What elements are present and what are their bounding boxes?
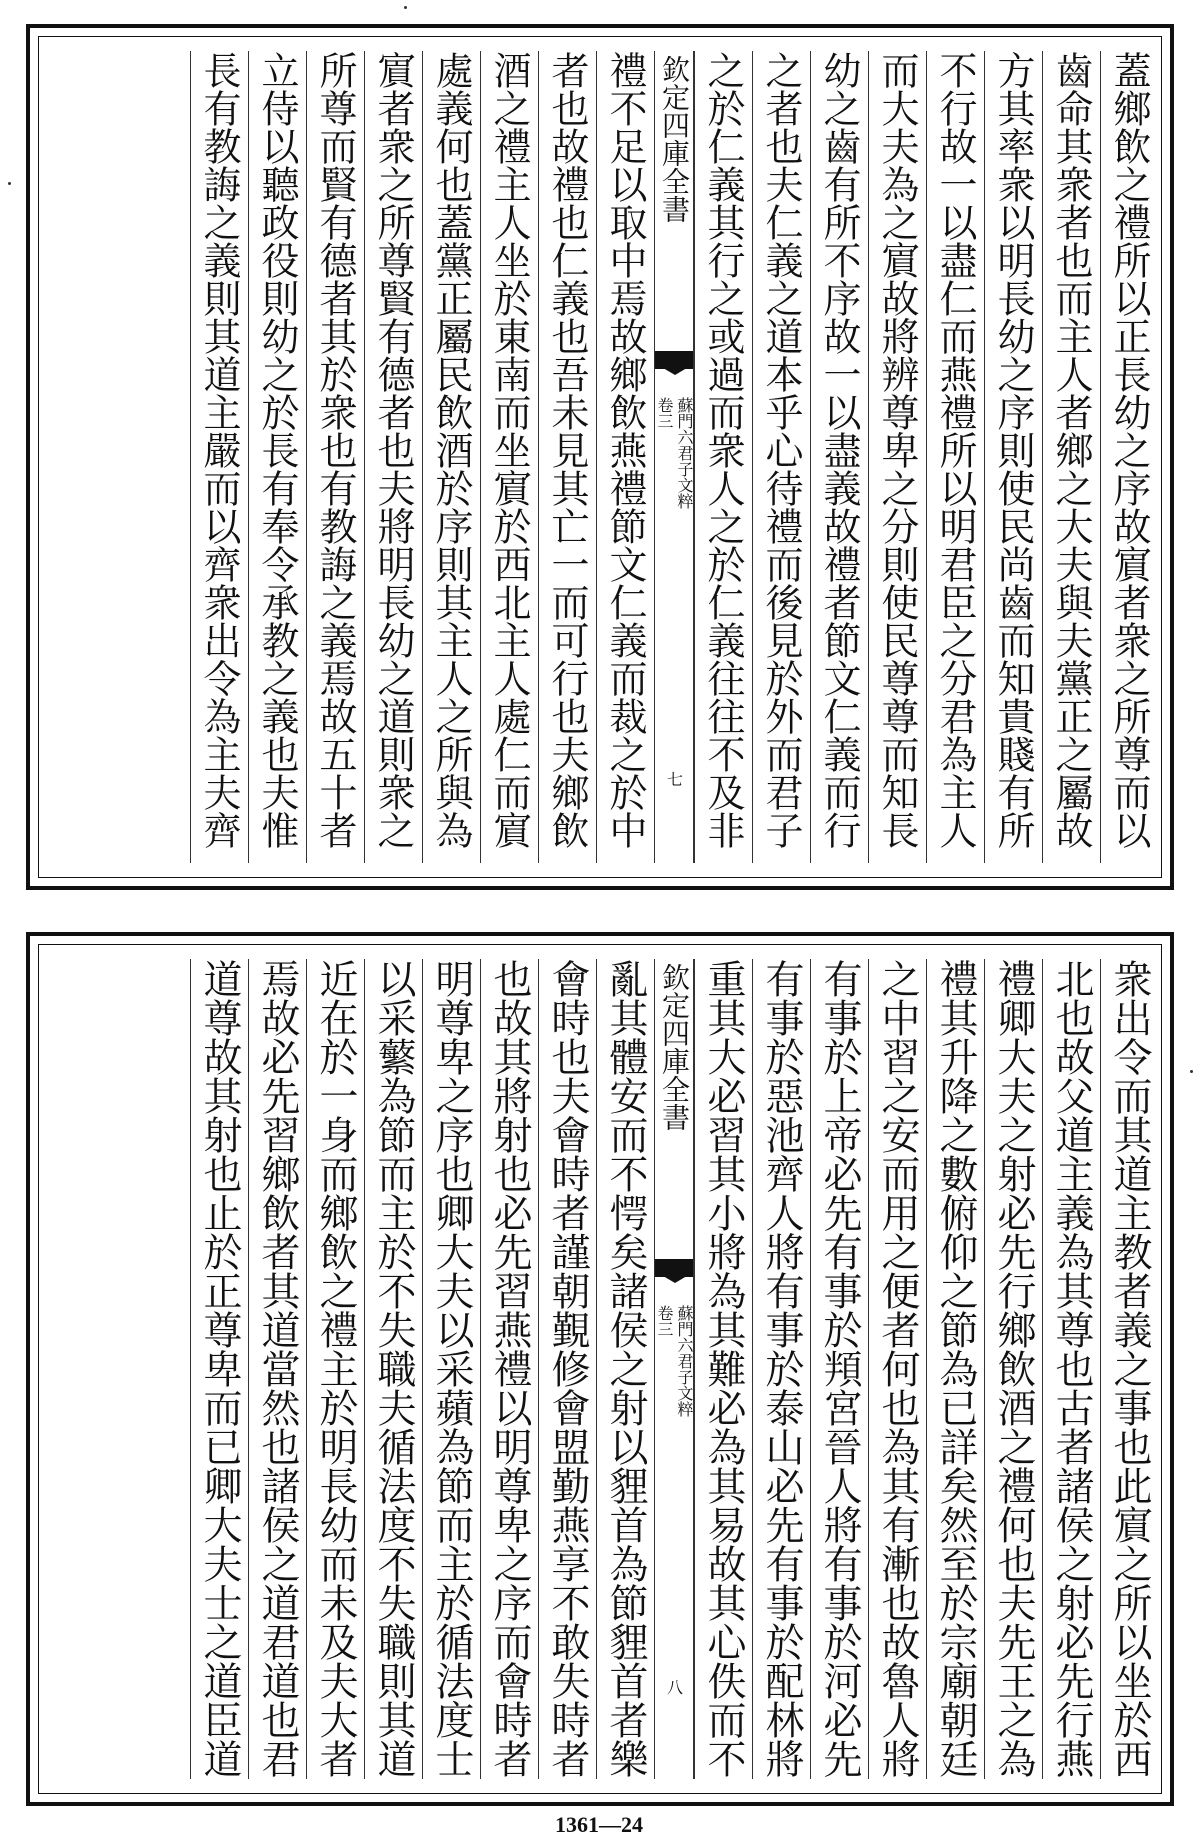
bottom-page-frame <box>38 944 1162 1794</box>
band-subtitle-volume: 卷三 <box>655 397 674 429</box>
column-text: 會時也夫會時者謹朝覲修會盟勤燕享不敢失時者 <box>545 959 590 1778</box>
column-text: 幼之齒有所不序故一以盡義故禮者節文仁義而行 <box>817 51 861 849</box>
band-subtitle-book: 蘇門六君子文粹 <box>675 397 694 509</box>
top-page <box>26 24 1174 890</box>
text-column <box>694 51 752 863</box>
text-column <box>190 959 248 1779</box>
text-column <box>810 959 868 1779</box>
band-subtitle-book: 蘇門六君子文粹 <box>675 1305 694 1417</box>
column-text: 者也故禮也仁義也吾未見其亡一而可行也夫鄉飲 <box>545 51 589 849</box>
text-column <box>1042 959 1100 1779</box>
column-text: 處義何也蓋黨正屬民飲酒於序則其主人之所與為 <box>429 51 473 849</box>
column-text: 之於仁義其行之或過而衆人之於仁義往往不及非 <box>701 51 745 849</box>
column-text: 方其率衆以明長幼之序則使民尚齒而知貴賤有所 <box>991 51 1035 849</box>
column-text: 不行故一以盡仁而燕禮所以明君臣之分君為主人 <box>933 51 977 849</box>
top-page-frame <box>38 36 1162 878</box>
text-column <box>868 959 926 1779</box>
band-subtitle-volume: 卷三 <box>655 1305 674 1337</box>
text-column <box>306 959 364 1779</box>
column-text: 之者也夫仁義之道本乎心待禮而後見於外而君子 <box>759 51 803 849</box>
column-text: 衆出令而其道主教者義之事也此賔之所以坐於西 <box>1107 959 1152 1778</box>
text-column <box>306 51 364 863</box>
column-text: 近在於一身而鄉飲之禮主於明長幼而未及夫大者 <box>313 959 358 1778</box>
column-text: 明尊卑之序也卿大夫以采蘋為節而主於循法度士 <box>429 959 474 1778</box>
speck <box>8 182 11 185</box>
text-column <box>480 51 538 863</box>
column-text: 焉故必先習鄉飲者其道當然也諸侯之道君道也君 <box>255 959 300 1778</box>
text-column <box>190 51 248 863</box>
text-column <box>984 959 1042 1779</box>
text-column <box>694 959 752 1779</box>
band-subtitle <box>655 1305 693 1417</box>
column-text: 有事於上帝必先有事於頖宮晉人將有事於河必先 <box>817 959 862 1778</box>
text-column <box>752 959 810 1779</box>
fish-tail-ornament <box>655 351 693 369</box>
column-text: 道尊故其射也止於正尊卑而已卿大夫士之道臣道 <box>197 959 242 1778</box>
text-column <box>364 51 422 863</box>
text-column <box>810 51 868 863</box>
text-column <box>422 51 480 863</box>
band-title: 欽定四庫全書 <box>658 55 691 223</box>
column-text: 而大夫為之賔故將辨尊卑之分則使民尊尊而知長 <box>875 51 919 849</box>
column-text: 以采蘩為節而主於不失職夫循法度不失職則其道 <box>371 959 416 1778</box>
text-column <box>596 959 654 1779</box>
column-text: 酒之禮主人坐於東南而坐賔於西北主人處仁而賔 <box>487 51 531 849</box>
text-column <box>596 51 654 863</box>
speck <box>1190 1070 1193 1073</box>
leaf-number: 七 <box>664 771 684 787</box>
column-text: 齒命其衆者也而主人者鄉之大夫與夫黨正之屬故 <box>1049 51 1093 849</box>
column-text: 北也故父道主義為其尊也古者諸侯之射必先行燕 <box>1049 959 1094 1778</box>
column-text: 之中習之安而用之便者何也為其有漸也故魯人將 <box>875 959 920 1778</box>
column-text: 禮其升降之數俯仰之節為已詳矣然至於宗廟朝廷 <box>933 959 978 1778</box>
column-text: 蓋鄉飲之禮所以正長幼之序故賔者衆之所尊而以 <box>1107 51 1151 849</box>
column-text: 所尊而賢有德者其於衆也有教誨之義焉故五十者 <box>313 51 357 849</box>
text-column <box>868 51 926 863</box>
center-band <box>654 959 694 1779</box>
text-column <box>248 51 306 863</box>
text-column <box>480 959 538 1779</box>
text-column <box>926 51 984 863</box>
text-column <box>422 959 480 1779</box>
column-text: 亂其體安而不愕矣諸侯之射以貍首為節貍首者樂 <box>603 959 648 1778</box>
column-text: 重其大必習其小將為其難必為其易故其心佚而不 <box>701 959 746 1778</box>
text-column <box>1042 51 1100 863</box>
column-text: 禮卿大夫之射必先行鄉飲酒之禮何也夫先王之為 <box>991 959 1036 1778</box>
text-column <box>752 51 810 863</box>
text-column <box>984 51 1042 863</box>
page-number: 1361—24 <box>555 1812 643 1837</box>
text-column <box>1100 959 1158 1779</box>
bottom-page <box>26 932 1174 1806</box>
fish-tail-ornament <box>655 1259 693 1277</box>
band-title: 欽定四庫全書 <box>658 963 691 1131</box>
column-text: 賔者衆之所尊賢有德者也夫將明長幼之道則衆之 <box>371 51 415 849</box>
column-text: 有事於惡池齊人將有事於泰山必先有事於配林將 <box>759 959 804 1778</box>
text-column <box>926 959 984 1779</box>
text-column <box>364 959 422 1779</box>
column-text: 禮不足以取中焉故鄉飲燕禮節文仁義而裁之於中 <box>603 51 647 849</box>
column-text: 立侍以聽政役則幼之於長有奉令承教之義也夫惟 <box>255 51 299 849</box>
band-subtitle <box>655 397 693 509</box>
column-text: 也故其將射也必先習燕禮以明尊卑之序而會時者 <box>487 959 532 1778</box>
speck <box>404 6 407 9</box>
center-band <box>654 51 694 863</box>
text-column <box>538 959 596 1779</box>
text-column <box>1100 51 1158 863</box>
leaf-number: 八 <box>664 1679 684 1695</box>
column-text: 長有教誨之義則其道主嚴而以齊衆出令為主夫齊 <box>197 51 241 849</box>
text-column <box>538 51 596 863</box>
text-column <box>248 959 306 1779</box>
